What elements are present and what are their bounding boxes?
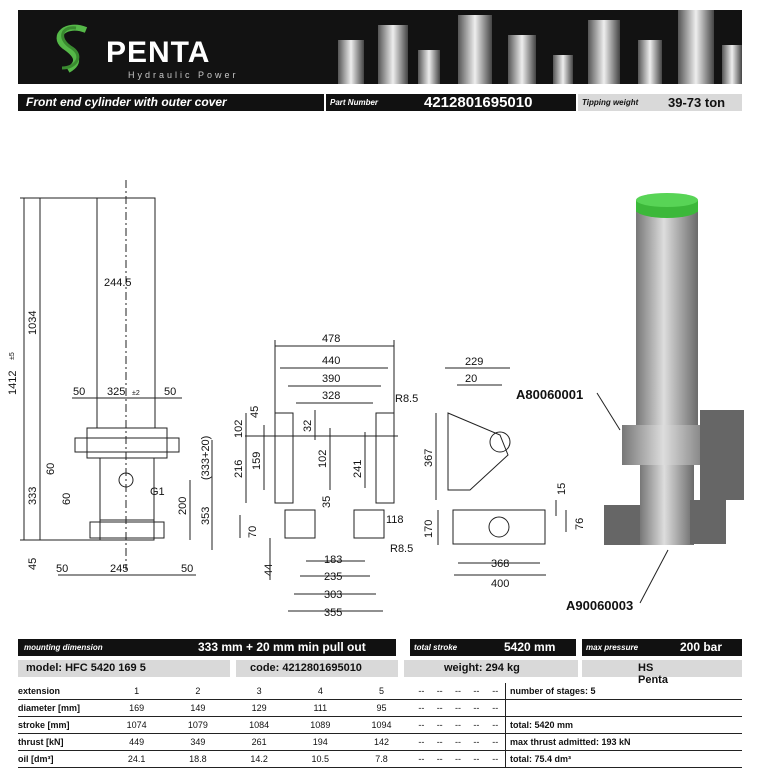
table-cell: 24.1 (106, 751, 167, 768)
table-cell: 142 (351, 734, 412, 751)
dim-b183: 183 (324, 554, 343, 566)
row-summary (506, 700, 743, 717)
pressure-bar (582, 639, 742, 656)
dim-h1034: 1034 (27, 310, 39, 335)
table-cell: -- (431, 734, 449, 751)
dim-v216: 216 (233, 459, 245, 478)
table-cell: 169 (106, 700, 167, 717)
table-cell: -- (449, 700, 467, 717)
table-row (18, 700, 742, 717)
table-cell: 1 (106, 683, 167, 700)
dim-s170: 170 (423, 519, 435, 538)
penta-logo-icon (46, 20, 102, 76)
table-cell: -- (431, 700, 449, 717)
table-row (18, 734, 742, 751)
mounting-value: 333 mm + 20 mm min pull out (198, 640, 366, 654)
table-row (18, 751, 742, 768)
table-cell: 1079 (167, 717, 228, 734)
dim-v118: 118 (386, 514, 404, 526)
table-cell: -- (467, 751, 485, 768)
table-cell: 1089 (290, 717, 351, 734)
dim-v44: 44 (263, 563, 275, 576)
specification-table (18, 683, 742, 768)
row-summary: total: 75.4 dm³ (506, 751, 743, 768)
dim-v35: 35 (321, 495, 333, 508)
cylinder-photo-strip (318, 10, 742, 84)
row-label: extension (18, 683, 106, 700)
dim-v102a: 102 (233, 419, 245, 438)
table-cell: -- (449, 717, 467, 734)
table-cell: 5 (351, 683, 412, 700)
table-cell: -- (486, 700, 506, 717)
table-cell: -- (431, 683, 449, 700)
table-cell: 111 (290, 700, 351, 717)
dim-v159: 159 (251, 451, 263, 470)
table-cell: 2 (167, 683, 228, 700)
table-cell: 10.5 (290, 751, 351, 768)
table-cell: -- (412, 683, 430, 700)
row-summary: max thrust admitted: 193 kN (506, 734, 743, 751)
table-cell: 1074 (106, 717, 167, 734)
dim-g1: G1 (150, 486, 165, 498)
dim-h333: 333 (27, 486, 39, 505)
product-title: Front end cylinder with outer cover (18, 94, 324, 111)
tipping-weight-value: 39-73 ton (668, 95, 726, 110)
model-label: model: HFC 5420 169 5 (18, 660, 230, 677)
table-cell: -- (467, 700, 485, 717)
mounting-bar (18, 639, 396, 656)
stroke-bar (410, 639, 576, 656)
dim-h1412: 1412 (7, 370, 19, 395)
mounting-label: mounting dimension (24, 643, 103, 652)
dim-v102b: 102 (317, 449, 329, 468)
dim-s367: 367 (423, 448, 435, 467)
dim-h45: 45 (27, 557, 39, 570)
table-cell: 194 (290, 734, 351, 751)
table-cell: -- (467, 683, 485, 700)
table-row (18, 683, 742, 700)
dim-b355: 355 (324, 607, 343, 619)
dim-s15: 15 (556, 482, 568, 495)
table-cell: 129 (228, 700, 289, 717)
row-summary: number of stages: 5 (506, 683, 743, 700)
header-banner (18, 10, 742, 84)
table-cell: -- (449, 683, 467, 700)
dim-s368: 368 (491, 558, 510, 570)
table-cell: -- (449, 734, 467, 751)
dim-b390: 390 (322, 373, 341, 385)
dim-b328: 328 (322, 390, 341, 402)
dim-b235: 235 (324, 571, 343, 583)
row-summary: total: 5420 mm (506, 717, 743, 734)
table-cell: 3 (228, 683, 289, 700)
callout-a80060001: A80060001 (516, 387, 584, 402)
tol-1412: ±5 (9, 352, 16, 360)
dim-w50a: 50 (73, 386, 86, 398)
table-cell: -- (412, 717, 430, 734)
table-cell: 1094 (351, 717, 412, 734)
weight-label: weight: 294 kg (404, 660, 578, 677)
dim-v32: 32 (302, 419, 314, 432)
bracket-3d-right (700, 410, 744, 500)
brand-name: PENTA (106, 36, 211, 69)
table-cell: -- (412, 734, 430, 751)
table-cell: 449 (106, 734, 167, 751)
table-cell: 7.8 (351, 751, 412, 768)
table-cell: 149 (167, 700, 228, 717)
table-cell: -- (431, 717, 449, 734)
dim-v241: 241 (352, 459, 364, 478)
tipping-weight-bar (578, 94, 742, 111)
dim-h353: 353 (200, 506, 212, 525)
row-label: oil [dm³] (18, 751, 106, 768)
table-cell: -- (431, 751, 449, 768)
dim-s400: 400 (491, 578, 510, 590)
dim-s229: 229 (465, 356, 484, 368)
table-cell: 18.8 (167, 751, 228, 768)
stroke-label: total stroke (414, 643, 458, 652)
table-cell: 261 (228, 734, 289, 751)
callout-a90060003: A90060003 (566, 598, 634, 613)
dim-d244: 244.5 (104, 277, 132, 289)
dim-b478: 478 (322, 333, 341, 345)
dim-w50d: 50 (181, 563, 194, 575)
dim-d60a: 60 (45, 462, 57, 475)
dim-s76: 76 (574, 517, 586, 530)
table-cell: 4 (290, 683, 351, 700)
dim-h353b: (333+20) (200, 435, 212, 480)
dim-s20: 20 (465, 373, 478, 385)
part-number-bar (326, 94, 576, 111)
table-cell: -- (486, 751, 506, 768)
table-cell: -- (486, 683, 506, 700)
table-cell: 14.2 (228, 751, 289, 768)
dim-r85a: R8.5 (395, 393, 419, 405)
tol-325: ±2 (132, 390, 140, 397)
table-cell: 95 (351, 700, 412, 717)
dim-w325: 325 (107, 386, 126, 398)
dim-r85b: R8.5 (390, 543, 414, 555)
part-number-label: Part Number (330, 98, 379, 107)
pressure-value: 200 bar (680, 640, 723, 654)
table-row (18, 717, 742, 734)
table-cell: -- (449, 751, 467, 768)
dim-v45: 45 (249, 405, 261, 418)
dim-v70: 70 (247, 525, 259, 538)
table-cell: 349 (167, 734, 228, 751)
dim-h200: 200 (177, 496, 189, 515)
brand-label: HS Penta (582, 660, 742, 677)
row-label: diameter [mm] (18, 700, 106, 717)
dim-w50b: 50 (164, 386, 177, 398)
dim-d60b: 60 (61, 492, 73, 505)
table-cell: -- (486, 734, 506, 751)
table-cell: -- (486, 717, 506, 734)
table-cell: -- (412, 751, 430, 768)
pressure-label: max pressure (586, 643, 639, 652)
technical-drawing (0, 170, 758, 620)
table-cell: 1084 (228, 717, 289, 734)
row-label: stroke [mm] (18, 717, 106, 734)
tipping-weight-label: Tipping weight (582, 98, 639, 107)
cylinder-3d-body (636, 210, 698, 430)
stroke-value: 5420 mm (504, 640, 556, 654)
dim-w50c: 50 (56, 563, 69, 575)
table-cell: -- (412, 700, 430, 717)
dim-b303: 303 (324, 589, 343, 601)
dim-w245: 245 (110, 563, 129, 575)
dim-b440: 440 (322, 355, 341, 367)
row-label: thrust [kN] (18, 734, 106, 751)
table-cell: -- (467, 717, 485, 734)
brand-tagline: Hydraulic Power (128, 70, 239, 80)
table-cell: -- (467, 734, 485, 751)
code-label: code: 4212801695010 (236, 660, 398, 677)
part-number: 4212801695010 (424, 94, 533, 111)
